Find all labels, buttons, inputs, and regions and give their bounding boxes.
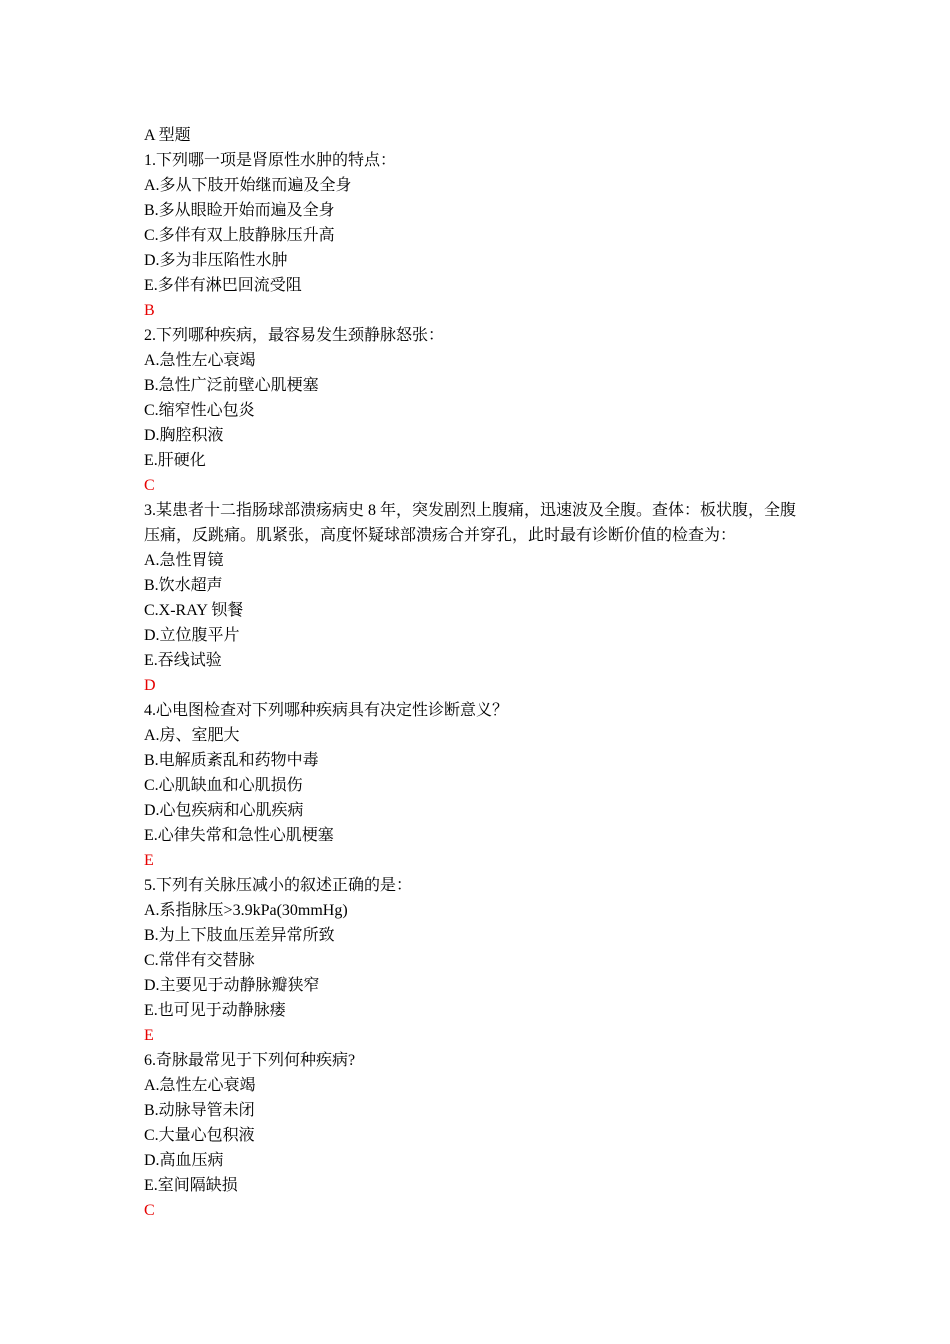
- option-c: C.大量心包积液: [144, 1127, 255, 1144]
- question-stem: 2.下列哪种疾病，最容易发生颈静脉怒张：: [144, 327, 445, 344]
- option-b: B.急性广泛前壁心肌梗塞: [144, 377, 319, 394]
- option-a: A.系指脉压>3.9kPa(30mmHg): [144, 902, 348, 919]
- option-c: C.缩窄性心包炎: [144, 402, 255, 419]
- question-stem: 6.奇脉最常见于下列何种疾病?: [144, 1052, 356, 1069]
- answer-key: B: [144, 302, 155, 319]
- answer-key: C: [144, 477, 155, 494]
- answer-key: E: [144, 1027, 154, 1044]
- question-5: [144, 873, 814, 1048]
- question-6: [144, 1048, 814, 1223]
- question-3: [144, 498, 814, 698]
- option-e: E.肝硬化: [144, 452, 206, 469]
- option-d: D.多为非压陷性水肿: [144, 252, 288, 269]
- option-c: C.心肌缺血和心肌损伤: [144, 777, 303, 794]
- answer-key: C: [144, 1202, 155, 1219]
- option-b: B.为上下肢血压差异常所致: [144, 927, 335, 944]
- question-4: [144, 698, 814, 873]
- option-b: B.动脉导管未闭: [144, 1102, 255, 1119]
- answer-key: D: [144, 677, 156, 694]
- option-a: A.房、室肥大: [144, 727, 240, 744]
- question-1: [144, 148, 814, 323]
- answer-key: E: [144, 852, 154, 869]
- option-d: D.主要见于动静脉瓣狭窄: [144, 977, 320, 994]
- question-stem: 4.心电图检查对下列哪种疾病具有决定性诊断意义？: [144, 702, 509, 719]
- question-stem: 5.下列有关脉压减小的叙述正确的是：: [144, 877, 413, 894]
- option-e: E.也可见于动静脉瘘: [144, 1002, 286, 1019]
- option-b: B.电解质紊乱和药物中毒: [144, 752, 319, 769]
- question-stem-line-1: 3.某患者十二指肠球部溃疡病史 8 年，突发剧烈上腹痛，迅速波及全腹。查体：板状腹，全腹: [144, 502, 797, 519]
- option-e: E.吞线试验: [144, 652, 222, 669]
- option-b: B.多从眼睑开始而遍及全身: [144, 202, 335, 219]
- option-c: C.多伴有双上肢静脉压升高: [144, 227, 335, 244]
- option-a: A.急性左心衰竭: [144, 352, 256, 369]
- option-d: D.胸腔积液: [144, 427, 224, 444]
- question-stem-line-2: 压痛，反跳痛。肌紧张，高度怀疑球部溃疡合并穿孔，此时最有诊断价值的检查为：: [144, 527, 737, 544]
- option-c: C.常伴有交替脉: [144, 952, 255, 969]
- section-title: A 型题: [144, 127, 191, 144]
- option-e: E.心律失常和急性心肌梗塞: [144, 827, 334, 844]
- option-d: D.立位腹平片: [144, 627, 240, 644]
- document-body: [144, 123, 814, 1223]
- option-a: A.多从下肢开始继而遍及全身: [144, 177, 352, 194]
- option-a: A.急性胃镜: [144, 552, 224, 569]
- option-a: A.急性左心衰竭: [144, 1077, 256, 1094]
- option-d: D.心包疾病和心肌疾病: [144, 802, 304, 819]
- option-b: B.饮水超声: [144, 577, 223, 594]
- option-c: C.X-RAY 钡餐: [144, 602, 244, 619]
- option-d: D.高血压病: [144, 1152, 224, 1169]
- question-2: [144, 323, 814, 498]
- question-stem: 1.下列哪一项是肾原性水肿的特点：: [144, 152, 397, 169]
- option-e: E.多伴有淋巴回流受阻: [144, 277, 302, 294]
- option-e: E.室间隔缺损: [144, 1177, 238, 1194]
